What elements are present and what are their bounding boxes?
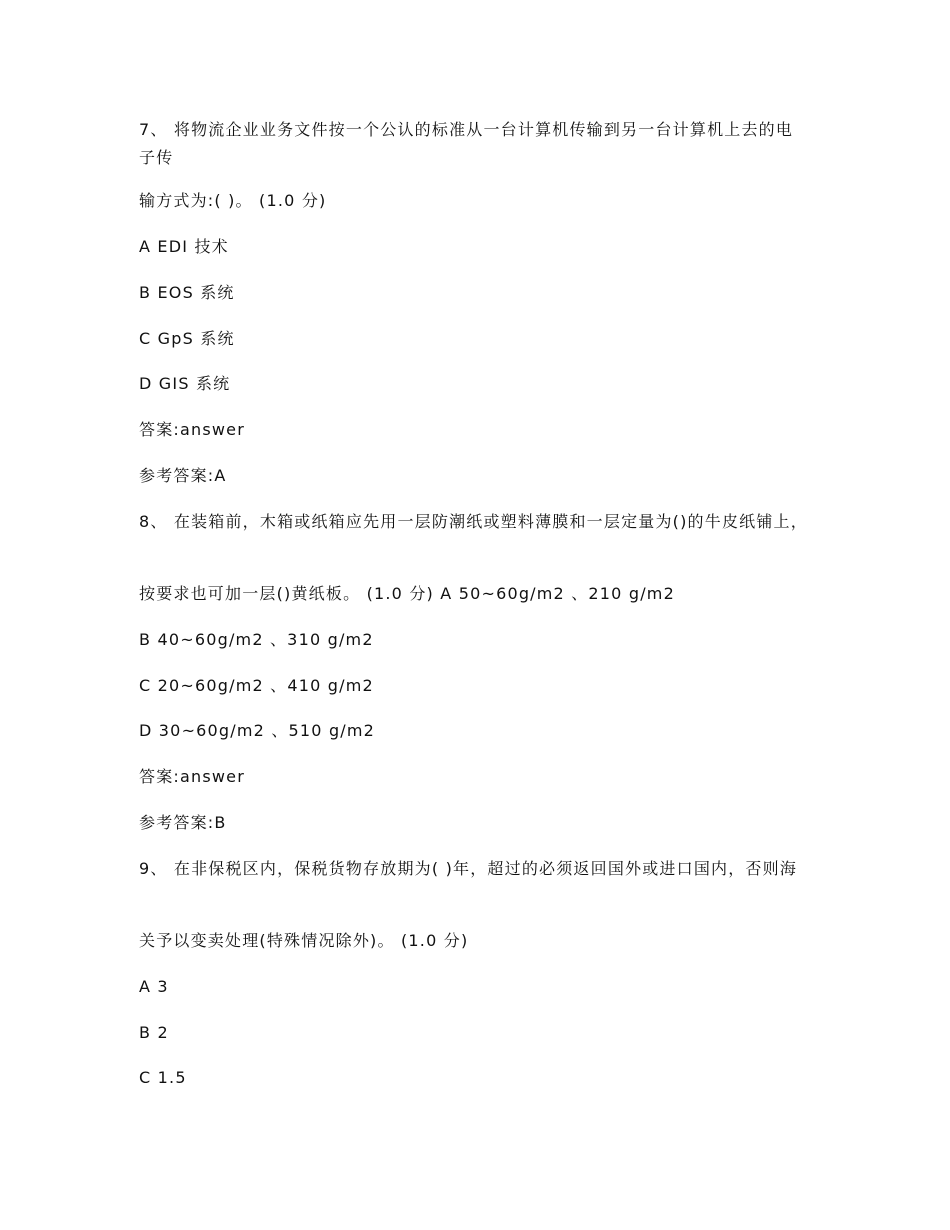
question-7-reference-answer: 参考答案:A: [139, 466, 227, 485]
question-7-option-b: B EOS 系统: [139, 283, 235, 302]
question-8-option-d: D 30~60g/m2 、510 g/m2: [139, 721, 376, 740]
question-7-answer: 答案:answer: [139, 420, 245, 439]
question-7-stem: 7、 将物流企业业务文件按一个公认的标准从一台计算机传输到另一台计算机上去的电子传: [139, 120, 794, 167]
question-8-stem: 8、 在装箱前，木箱或纸箱应先用一层防潮纸或塑料薄膜和一层定量为()的牛皮纸铺上，: [139, 512, 808, 531]
question-8-answer: 答案:answer: [139, 767, 245, 786]
question-8-stem-continued: 按要求也可加一层()黄纸板。 (1.0 分) A 50~60g/m2 、210 g/m2: [139, 584, 675, 603]
question-9-option-c: C 1.5: [139, 1068, 187, 1087]
question-9-stem: 9、 在非保税区内，保税货物存放期为( )年，超过的必须返回国外或进口国内，否则海: [139, 859, 798, 878]
question-8-option-c: C 20~60g/m2 、410 g/m2: [139, 676, 374, 695]
question-7-option-d: D GIS 系统: [139, 374, 231, 393]
question-9-option-a: A 3: [139, 977, 169, 996]
question-7-option-a: A EDI 技术: [139, 237, 229, 256]
question-8-option-b: B 40~60g/m2 、310 g/m2: [139, 630, 374, 649]
question-7-stem-continued: 输方式为:( )。 (1.0 分): [139, 191, 327, 210]
question-7-option-c: C GpS 系统: [139, 329, 235, 348]
question-9-stem-continued: 关予以变卖处理(特殊情况除外)。 (1.0 分): [139, 931, 469, 950]
question-9-option-b: B 2: [139, 1023, 169, 1042]
question-8-reference-answer: 参考答案:B: [139, 813, 227, 832]
